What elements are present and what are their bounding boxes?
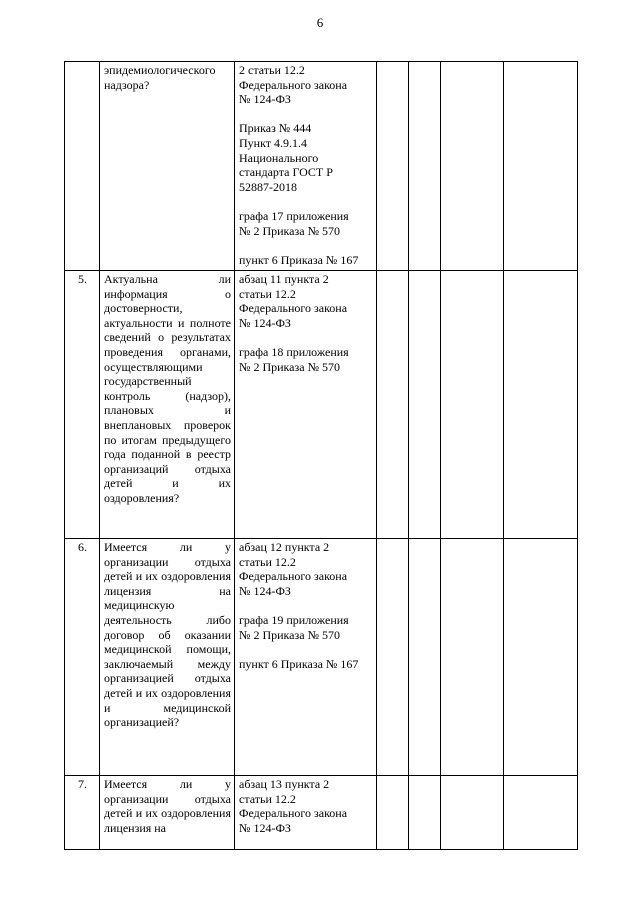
question-cell	[100, 776, 235, 850]
legal-reference: абзац 11 пункта 2 статьи 12.2 Федерального закона № 124-ФЗ	[239, 272, 348, 330]
item-number-cell: 7.	[65, 776, 100, 850]
legal-reference: графа 18 приложения № 2 Приказа № 570	[239, 344, 349, 374]
table-row	[65, 776, 578, 850]
legal-reference-cell	[235, 271, 377, 539]
not-applicable-cell[interactable]	[441, 62, 504, 271]
legal-reference-cell	[235, 539, 377, 776]
question-cell	[100, 271, 235, 539]
answer-yes-cell[interactable]	[377, 271, 409, 539]
legal-reference: Приказ № 444 Пункт 4.9.1.4 Национального стандарта ГОСТ Р 52887-2018	[239, 121, 333, 194]
question-text: эпидемиологического надзора?	[104, 63, 216, 92]
item-number-cell: 6.	[65, 539, 100, 776]
answer-yes-cell[interactable]	[377, 776, 409, 850]
table-row	[65, 539, 578, 776]
legal-reference: абзац 13 пункта 2 статьи 12.2 Федерального закона № 124-ФЗ	[239, 777, 348, 835]
comment-cell[interactable]	[504, 62, 578, 271]
not-applicable-cell[interactable]	[441, 776, 504, 850]
question-text: Имеется ли у организации отдыха детей и их оздоровления лицензия на	[104, 777, 231, 835]
question-cell	[100, 539, 235, 776]
not-applicable-cell[interactable]	[441, 539, 504, 776]
answer-no-cell[interactable]	[409, 539, 441, 776]
checklist-table	[64, 61, 578, 850]
item-number-cell	[65, 62, 100, 271]
legal-reference: графа 17 приложения № 2 Приказа № 570	[239, 208, 349, 238]
legal-reference: пункт 6 Приказа № 167	[239, 656, 359, 671]
page-number: 6	[316, 15, 324, 30]
not-applicable-cell[interactable]	[441, 271, 504, 539]
table-row	[65, 271, 578, 539]
answer-yes-cell[interactable]	[377, 539, 409, 776]
legal-reference: пункт 6 Приказа № 167	[239, 252, 359, 267]
checklist-body	[65, 62, 578, 850]
item-number-cell: 5.	[65, 271, 100, 539]
legal-reference: графа 19 приложения № 2 Приказа № 570	[239, 612, 349, 642]
legal-reference-cell	[235, 776, 377, 850]
comment-cell[interactable]	[504, 271, 578, 539]
answer-no-cell[interactable]	[409, 776, 441, 850]
question-text: Имеется ли у организации отдыха детей и их оздоровления лицензия на медицинскую деятельность либо договор об оказании медицинской помощи, заключаемый между организацией отдыха детей и их оздоровления и медицинской организацией?	[104, 540, 231, 730]
comment-cell[interactable]	[504, 539, 578, 776]
legal-reference: 2 статьи 12.2 Федерального закона № 124-ФЗ	[239, 63, 348, 107]
table-row	[65, 62, 578, 271]
answer-yes-cell[interactable]	[377, 62, 409, 271]
question-cell	[100, 62, 235, 271]
legal-reference-cell	[235, 62, 377, 271]
answer-no-cell[interactable]	[409, 271, 441, 539]
answer-no-cell[interactable]	[409, 62, 441, 271]
comment-cell[interactable]	[504, 776, 578, 850]
question-text: Актуальна ли информация о достоверности, актуальности и полноте сведений о результатах проведения органами, осуществляющими государственный контроль (надзор), плановых и внеплановых проверок по итогам предыдущего года поданной в реестр организаций отдыха детей и их оздоровления?	[104, 272, 231, 505]
legal-reference: абзац 12 пункта 2 статьи 12.2 Федерального закона № 124-ФЗ	[239, 540, 348, 598]
